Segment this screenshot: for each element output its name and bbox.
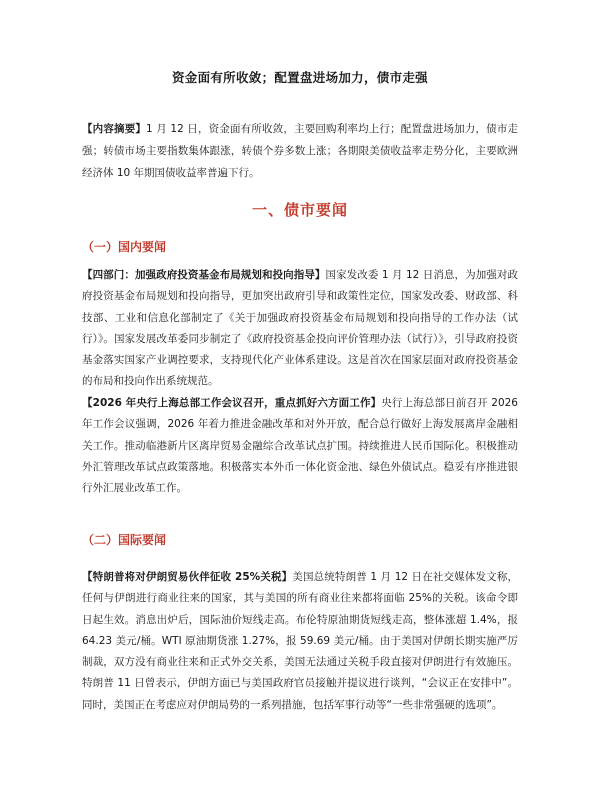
- section-heading: 一、债市要闻: [251, 201, 348, 219]
- news-body: 央行上海总部日前召开 2026 年工作会议强调，2026 年着力推进金融改革和对外开放，配合总行做好上海发展离岸金融相关工作。推动临港新片区离岸贸易金融综合改革试点扩围。持续推进人民币国际化。积极推动外汇管理改革试点政策落地。积极落实本外币一体化资金池、绿色外债试点。稳妥有序推进银行外汇展业改革工作。: [82, 397, 518, 495]
- subsection-heading-international: （二）国际要闻: [82, 533, 167, 547]
- news-item-iran-tariff: [82, 567, 518, 716]
- abstract-text: 1 月 12 日，资金面有所收敛，主要回购利率均上行；配置盘进场加力，债市走强；转债市场主要指数集体跟涨，转债个券多数上涨；各期限美债收益率走势分化，主要欧洲经济体 10 年期国债收益率普遍下行。: [82, 123, 518, 179]
- document-title: 资金面有所收敛；配置盘进场加力，债市走强: [171, 70, 428, 85]
- news-headline: 【特朗普将对伊朗贸易伙伴征收 25%关税】: [82, 571, 293, 583]
- news-headline: 【2026 年央行上海总部工作会议召开，重点抓好六方面工作】: [82, 397, 382, 409]
- news-body: 国家发改委 1 月 12 日消息，为加强对政府投资基金布局规划和投向指导，更加突出政府引导和政策性定位，国家发改委、财政部、科技部、工业和信息化部制定了《关于加强政府投资基金布局规划和投向指导的工作办法（试行）》。国家发展改革委同步制定了《政府投资基金投向评价管理办法（试行）》，引导政府投资基金落实国家产业调控要求，支持现代化产业体系建设。这是首次在国家层面对政府投资基金的布局和投向作出系统规范。: [82, 269, 518, 388]
- abstract-paragraph: [82, 118, 518, 184]
- subsection-heading-domestic: （一）国内要闻: [82, 240, 167, 254]
- news-headline: 【四部门：加强政府投资基金布局规划和投向指导】: [82, 269, 326, 281]
- news-body: 美国总统特朗普 1 月 12 日在社交媒体发文称，任何与伊朗进行商业往来的国家，其与美国的所有商业往来都将面临 25%的关税。该命令即日起生效。消息出炉后，国际油价短线走高。布伦特原油期货短线走高，整体涨超 1.4%，报 64.23 美元/桶。WTI 原油期货涨 1.27%，报 59.69 美元/桶。由于美国对伊朗长期实施严厉制裁，双方没有商业往来和正式外交关系，美国无法通过关税手段直接对伊朗进行有效施压。特朗普 11 日曾表示，伊朗方面已与美国政府官员接触并提议进行谈判，“会议正在安排中”。同时，美国正在考虑应对伊朗局势的一系列措施，包括军事行动等“一些非常强硬的选项”。: [82, 571, 518, 711]
- news-item-fund-guidance: [82, 265, 518, 393]
- news-item-pboc-shanghai: [82, 393, 518, 499]
- abstract-label: 【内容摘要】: [82, 123, 147, 135]
